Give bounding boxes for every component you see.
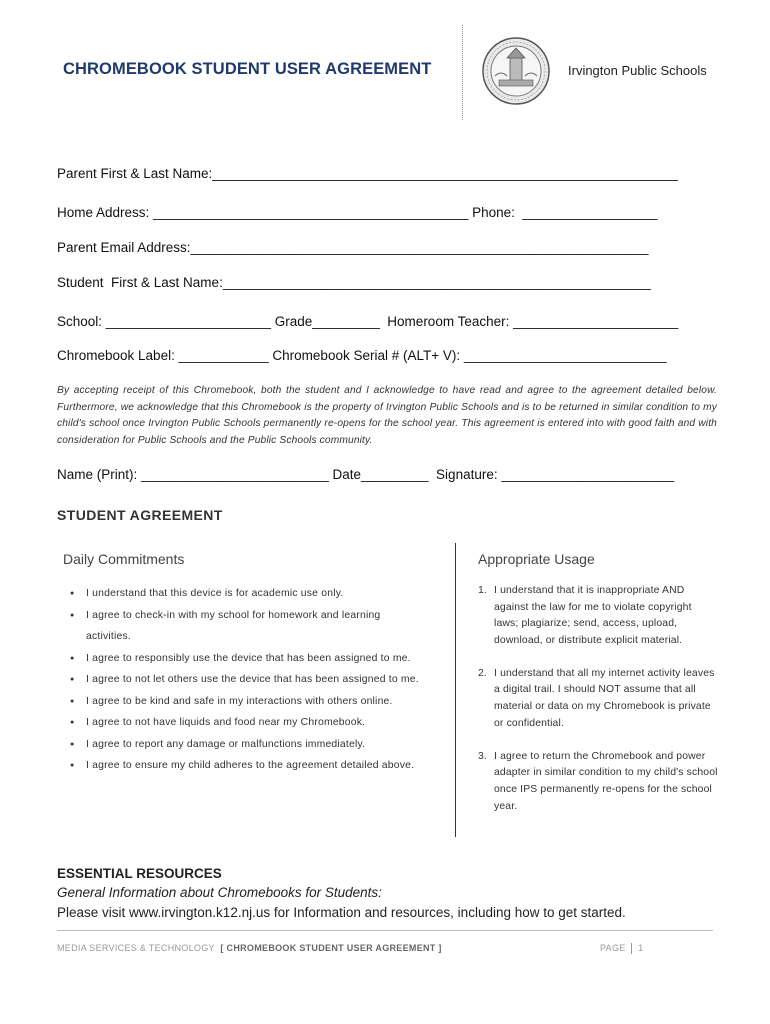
footer-rule bbox=[57, 930, 713, 931]
footer-page bbox=[600, 943, 643, 954]
appropriate-usage-heading: Appropriate Usage bbox=[478, 551, 595, 567]
footer-dept: MEDIA SERVICES & TECHNOLOGY bbox=[57, 943, 215, 953]
list-item: ● I agree to check-in with my school for homework and learning activities. bbox=[70, 605, 406, 648]
district-name: Irvington Public Schools bbox=[568, 63, 707, 78]
school-grade-teacher-field[interactable]: School: ______________________ Grade_________ Homeroom Teacher: ______________________ bbox=[57, 314, 679, 329]
list-item: 3. I agree to return the Chromebook and power adapter in similar condition to my child's school once IPS permanently re-opens for the school year. bbox=[478, 750, 718, 812]
list-item: ● I agree to not let others use the device that has been assigned to me. bbox=[70, 669, 450, 691]
agreement-paragraph: By accepting receipt of this Chromebook, both the student and I acknowledge to have read and agree to the agreement detailed below. Furthermore, we acknowledge that this Chromebook is the property of Irvington Public Schools and is to be returned in similar condition to my child's school once Irvington Public Schools permanently re-opens for the school year. This agreement is entered into with good faith and with consideration for Public Schools and the Public Schools community. bbox=[57, 385, 717, 446]
school-seal-icon bbox=[481, 36, 551, 106]
parent-name-field[interactable]: Parent First & Last Name:______________________________________________________________ bbox=[57, 166, 678, 181]
list-item: ● I agree to ensure my child adheres to the agreement detailed above. bbox=[70, 755, 450, 777]
list-item: 1. I understand that it is inappropriate AND against the law for me to violate copyright laws; plagiarize; send, access, upload, download, or distribute explicit material. bbox=[478, 585, 692, 646]
list-item: ● I agree to not have liquids and food near my Chromebook. bbox=[70, 712, 450, 734]
chromebook-label-serial-field[interactable]: Chromebook Label: ____________ Chromebook Serial # (ALT+ V): ___________________________ bbox=[57, 348, 667, 363]
footer-doc-title: [ CHROMEBOOK STUDENT USER AGREEMENT ] bbox=[220, 943, 442, 953]
footer-page-number: 1 bbox=[638, 943, 644, 953]
resources-heading: ESSENTIAL RESOURCES bbox=[57, 866, 222, 881]
footer-left bbox=[57, 943, 442, 953]
list-item: ● I agree to be kind and safe in my interactions with others online. bbox=[70, 691, 450, 713]
list-item: ● I agree to responsibly use the device that has been assigned to me. bbox=[70, 648, 450, 670]
header-divider bbox=[462, 25, 464, 120]
list-item: ● I agree to report any damage or malfunctions immediately. bbox=[70, 734, 450, 756]
home-address-field[interactable]: Home Address: __________________________________________ Phone: __________________ bbox=[57, 205, 658, 220]
footer-page-divider bbox=[631, 943, 632, 954]
appropriate-usage-list bbox=[478, 583, 718, 832]
list-item: 2. I understand that all my internet activity leaves a digital trail. I should NOT assume that all material or data on my Chromebook is private or confidential. bbox=[478, 667, 715, 729]
page-title: CHROMEBOOK STUDENT USER AGREEMENT bbox=[63, 60, 432, 78]
footer-page-label: PAGE bbox=[600, 943, 626, 953]
signature-line[interactable]: Name (Print): _________________________ Date_________ Signature: _______________________ bbox=[57, 467, 675, 482]
list-item: ● I understand that this device is for academic use only. bbox=[70, 583, 450, 605]
student-name-field[interactable]: Student First & Last Name:_________________________________________________________ bbox=[57, 275, 651, 290]
student-agreement-heading: STUDENT AGREEMENT bbox=[57, 507, 223, 523]
resources-body: Please visit www.irvington.k12.nj.us for Information and resources, including how to get started. bbox=[57, 905, 626, 920]
column-divider bbox=[455, 543, 456, 837]
parent-email-field[interactable]: Parent Email Address:_____________________________________________________________ bbox=[57, 240, 649, 255]
daily-commitments-list bbox=[70, 583, 450, 777]
resources-subheading: General Information about Chromebooks for Students: bbox=[57, 885, 382, 900]
daily-commitments-heading: Daily Commitments bbox=[63, 551, 185, 567]
